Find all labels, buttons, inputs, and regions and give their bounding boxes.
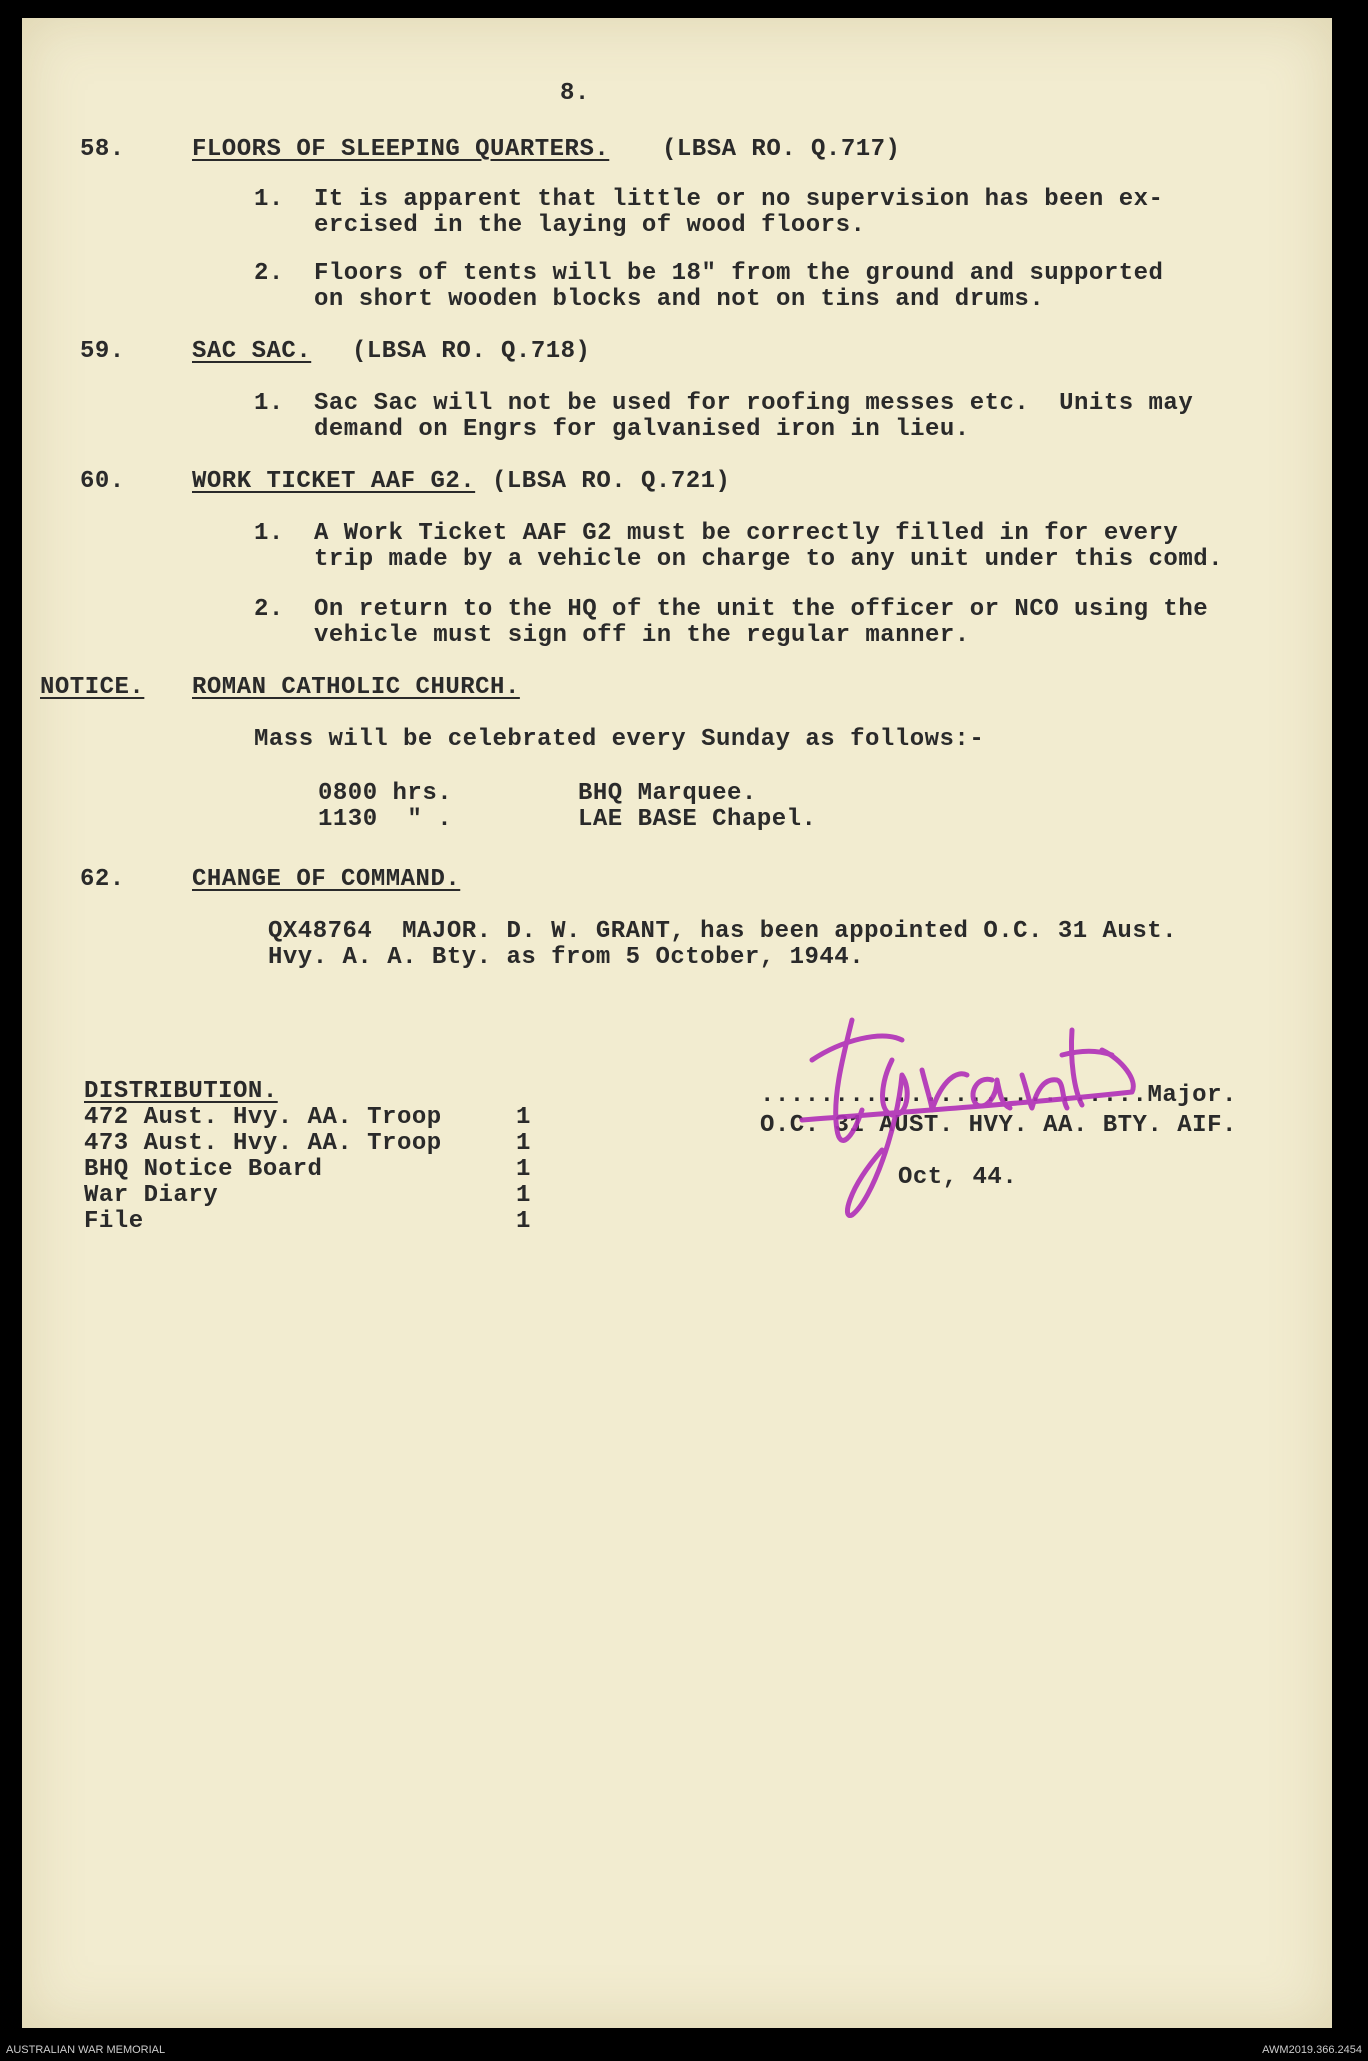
notice-intro: Mass will be celebrated every Sunday as follows:- xyxy=(254,726,985,753)
distribution-row-qty: 1 xyxy=(516,1208,531,1235)
section-59-ref: (LBSA RO. Q.718) xyxy=(352,338,591,365)
signature-date: Oct, 44. xyxy=(898,1164,1018,1191)
section-58-para-1-number: 1. xyxy=(254,186,284,213)
distribution-row-qty: 1 xyxy=(516,1156,531,1183)
section-62-title: CHANGE OF COMMAND. xyxy=(192,866,461,893)
section-59-para-1-line-1: Sac Sac will not be used for roofing messes etc. Units may xyxy=(314,390,1194,417)
section-60-para-1-line-1: A Work Ticket AAF G2 must be correctly filled in for every xyxy=(314,520,1179,547)
section-58-para-2-line-1: Floors of tents will be 18" from the ground and supported xyxy=(314,260,1164,287)
document-page xyxy=(22,18,1332,2028)
distribution-row-qty: 1 xyxy=(516,1130,531,1157)
section-58-para-1-line-1: It is apparent that little or no supervision has been ex- xyxy=(314,186,1164,213)
distribution-row-name: File xyxy=(84,1208,144,1235)
notice-place-2: LAE BASE Chapel. xyxy=(578,806,817,833)
distribution-row-name: 473 Aust. Hvy. AA. Troop xyxy=(84,1130,442,1157)
distribution-row-qty: 1 xyxy=(516,1104,531,1131)
distribution-heading: DISTRIBUTION. xyxy=(84,1078,278,1105)
distribution-row-name: 472 Aust. Hvy. AA. Troop xyxy=(84,1104,442,1131)
notice-label: NOTICE. xyxy=(40,674,145,701)
section-59-number: 59. xyxy=(80,338,125,365)
section-60-number: 60. xyxy=(80,468,125,495)
section-58-para-2-line-2: on short wooden blocks and not on tins and drums. xyxy=(314,286,1045,313)
footer-left: AUSTRALIAN WAR MEMORIAL xyxy=(6,2044,166,2056)
section-58-para-2-number: 2. xyxy=(254,260,284,287)
section-62-line-1: QX48764 MAJOR. D. W. GRANT, has been appointed O.C. 31 Aust. xyxy=(268,918,1178,945)
section-58-ref: (LBSA RO. Q.717) xyxy=(662,136,901,163)
notice-place-1: BHQ Marquee. xyxy=(578,780,757,807)
section-60-para-1-line-2: trip made by a vehicle on charge to any unit under this comd. xyxy=(314,546,1224,573)
footer-right: AWM2019.366.2454 xyxy=(1262,2044,1362,2056)
section-59-title: SAC SAC. xyxy=(192,338,312,365)
section-60-title: WORK TICKET AAF G2. xyxy=(192,468,476,495)
signature-line: ..........................Major. xyxy=(760,1082,1237,1109)
notice-title: ROMAN CATHOLIC CHURCH. xyxy=(192,674,520,701)
page-number: 8. xyxy=(560,80,590,107)
notice-time-1: 0800 hrs. xyxy=(318,780,453,807)
section-58-para-1-line-2: ercised in the laying of wood floors. xyxy=(314,212,866,239)
section-60-para-1-number: 1. xyxy=(254,520,284,547)
distribution-row-name: War Diary xyxy=(84,1182,219,1209)
section-59-para-1-line-2: demand on Engrs for galvanised iron in lieu. xyxy=(314,416,970,443)
section-60-ref: (LBSA RO. Q.721) xyxy=(492,468,731,495)
section-60-para-2-number: 2. xyxy=(254,596,284,623)
section-58-number: 58. xyxy=(80,136,125,163)
signature-unit: O.C. 31 AUST. HVY. AA. BTY. AIF. xyxy=(760,1112,1237,1139)
section-60-para-2-line-2: vehicle must sign off in the regular manner. xyxy=(314,622,970,649)
section-58-title: FLOORS OF SLEEPING QUARTERS. xyxy=(192,136,610,163)
section-59-para-1-number: 1. xyxy=(254,390,284,417)
distribution-row-qty: 1 xyxy=(516,1182,531,1209)
section-62-number: 62. xyxy=(80,866,125,893)
distribution-row-name: BHQ Notice Board xyxy=(84,1156,323,1183)
section-60-para-2-line-1: On return to the HQ of the unit the officer or NCO using the xyxy=(314,596,1209,623)
section-62-line-2: Hvy. A. A. Bty. as from 5 October, 1944. xyxy=(268,944,865,971)
notice-time-2: 1130 " . xyxy=(318,806,453,833)
handwritten-signature xyxy=(782,1000,1142,1220)
